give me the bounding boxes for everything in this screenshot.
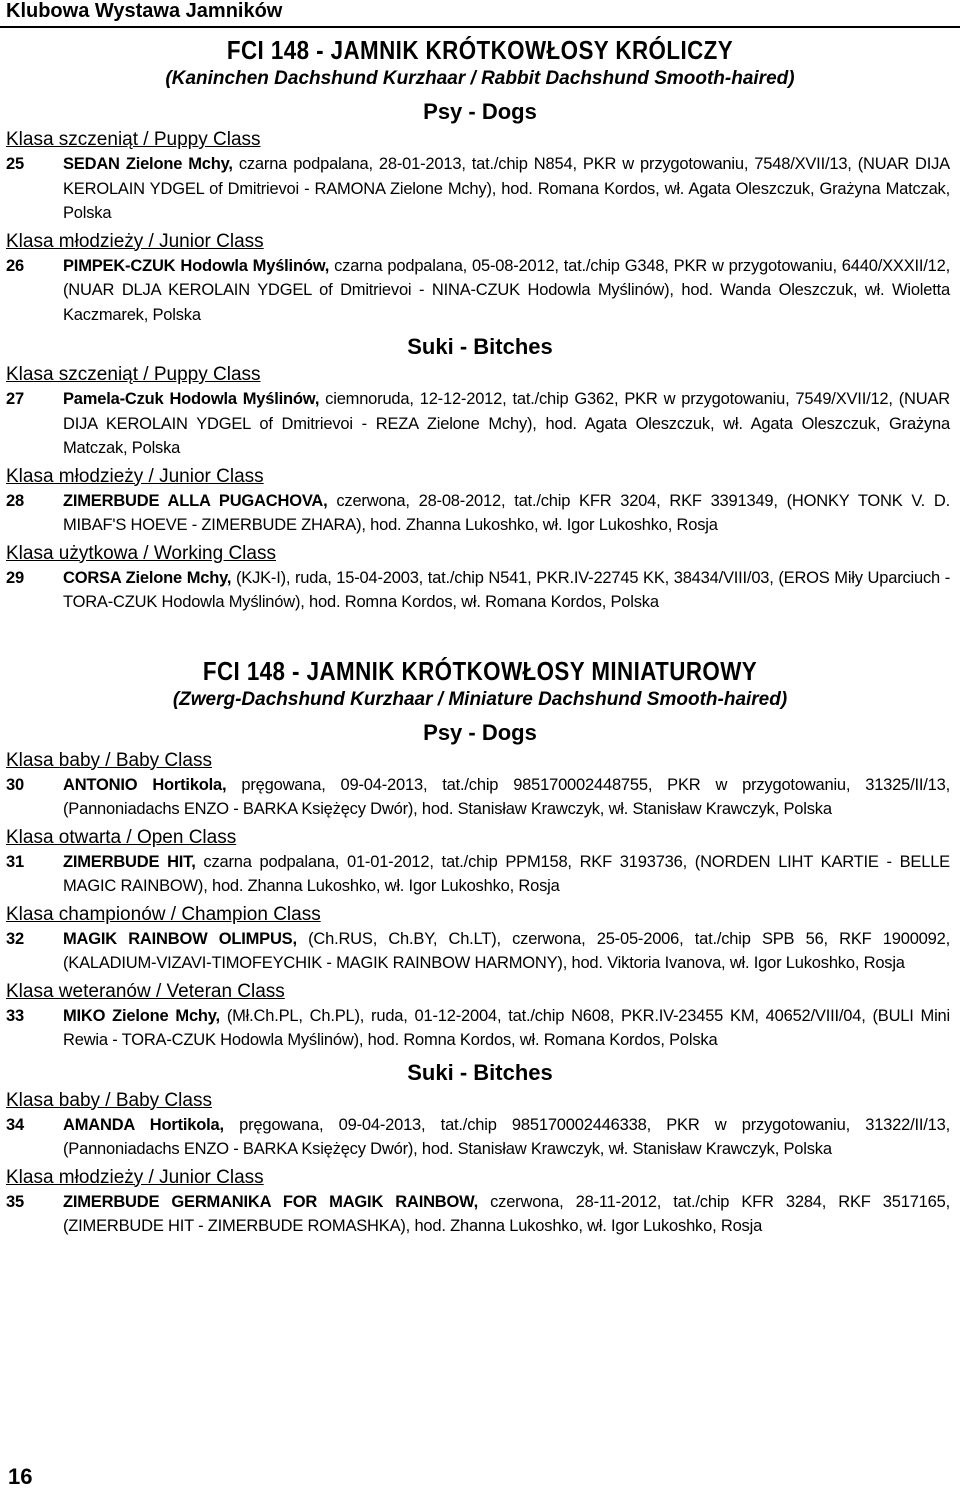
dog-name: PIMPEK-CZUK Hodowla Myślinów, bbox=[63, 256, 330, 275]
class-heading: Klasa młodzieży / Junior Class bbox=[6, 230, 264, 252]
entry-number: 31 bbox=[6, 852, 24, 871]
entry-body bbox=[63, 387, 950, 461]
dog-name: ZIMERBUDE ALLA PUGACHOVA, bbox=[63, 491, 328, 510]
class-heading: Klasa championów / Champion Class bbox=[6, 903, 321, 925]
dog-name: MIKO Zielone Mchy, bbox=[63, 1006, 220, 1025]
page-header bbox=[0, 0, 960, 27]
catalog-title: Klubowa Wystawa Jamników bbox=[6, 0, 283, 22]
catalog-entry bbox=[6, 1190, 950, 1239]
entry-body bbox=[63, 927, 950, 976]
entry-details: (Ch.RUS, Ch.BY, Ch.LT), czerwona, 25-05-2006, tat./chip SPB 56, RKF 1900092, (KALADIUM-VIZAVI-TIMOFEYCHIK - MAGIK RAINBOW HARMONY), hod. Viktoria Ivanova, wł. Igor Lukoshko, Rosja bbox=[63, 929, 950, 972]
entry-body bbox=[63, 773, 950, 822]
sex-heading: Psy - Dogs bbox=[423, 719, 537, 745]
class-heading: Klasa baby / Baby Class bbox=[6, 749, 212, 771]
catalog-entry bbox=[6, 927, 950, 976]
class-heading: Klasa młodzieży / Junior Class bbox=[6, 465, 264, 487]
entry-details: (KJK-I), ruda, 15-04-2003, tat./chip N541, PKR.IV-22745 KK, 38434/VIII/03, (EROS Miły Uparciuch - TORA-CZUK Hodowla Myślinów), hod. Romna Kordos, wł. Romana Kordos, Polska bbox=[63, 568, 950, 611]
breed-subtitle: (Kaninchen Dachshund Kurzhaar / Rabbit Dachshund Smooth-haired) bbox=[165, 68, 795, 89]
class-heading: Klasa weteranów / Veteran Class bbox=[6, 980, 285, 1002]
dog-name: ANTONIO Hortikola, bbox=[63, 775, 227, 794]
dog-name: AMANDA Hortikola, bbox=[63, 1115, 224, 1134]
entry-number: 27 bbox=[6, 390, 24, 408]
catalog-entry bbox=[6, 1113, 950, 1162]
class-heading: Klasa szczeniąt / Puppy Class bbox=[6, 364, 261, 385]
entry-number: 29 bbox=[6, 568, 24, 587]
catalog-entry bbox=[6, 489, 950, 538]
entry-details: czarna podpalana, 01-01-2012, tat./chip PPM158, RKF 3193736, (NORDEN LIHT KARTIE - BELLE MAGIC RAINBOW), hod. Zhanna Lukoshko, wł. Igor Lukoshko, Rosja bbox=[63, 852, 950, 895]
entry-body bbox=[63, 1004, 950, 1053]
entry-body bbox=[63, 489, 950, 538]
catalog-entry bbox=[6, 387, 950, 461]
entry-body bbox=[63, 850, 950, 899]
entry-body bbox=[63, 1190, 950, 1239]
entry-number: 34 bbox=[6, 1115, 24, 1134]
entry-details: czarna podpalana, 05-08-2012, tat./chip G348, PKR w przygotowaniu, 6440/XXXII/12, (NUAR DLJA KEROLAIN YDGEL of Dmitrievoi - NINA-CZUK Hodowla Myślinów), hod. Wanda Oleszczuk, wł. Wioletta Kaczmarek, Polska bbox=[63, 256, 950, 324]
breed-section bbox=[0, 655, 960, 1239]
dog-name: SEDAN Zielone Mchy, bbox=[63, 155, 233, 173]
entry-number: 32 bbox=[6, 929, 24, 948]
sex-heading: Suki - Bitches bbox=[407, 334, 553, 359]
class-heading: Klasa młodzieży / Junior Class bbox=[6, 1166, 264, 1188]
entry-details: czerwona, 28-08-2012, tat./chip KFR 3204, RKF 3391349, (HONKY TONK V. D. MIBAF'S HOEVE - ZIMERBUDE ZHARA), hod. Zhanna Lukoshko, wł. Igor Lukoshko, Rosja bbox=[63, 491, 950, 534]
entry-body bbox=[63, 254, 950, 328]
catalog-entry bbox=[6, 773, 950, 822]
sex-heading: Psy - Dogs bbox=[423, 99, 537, 124]
entry-number: 35 bbox=[6, 1192, 24, 1211]
breed-section bbox=[0, 34, 960, 615]
entry-body bbox=[63, 152, 950, 226]
sex-heading: Suki - Bitches bbox=[407, 1059, 553, 1085]
breed-subtitle: (Zwerg-Dachshund Kurzhaar / Miniature Dachshund Smooth-haired) bbox=[172, 688, 788, 710]
entry-details: ciemnoruda, 12-12-2012, tat./chip G362, PKR w przygotowaniu, 7549/XVII/12, (NUAR DIJA KEROLAIN YDGEL of Dmitrievoi - REZA Zielone Mchy), hod. Agata Oleszczuk, wł. Agata Oleszczuk, Grażyna Matczak, Polska bbox=[63, 390, 951, 457]
section-spacer bbox=[0, 619, 960, 651]
class-heading: Klasa otwarta / Open Class bbox=[6, 826, 237, 848]
catalog-entry bbox=[6, 1004, 950, 1053]
entry-body bbox=[63, 566, 950, 615]
dog-name: ZIMERBUDE GERMANIKA FOR MAGIK RAINBOW, bbox=[63, 1192, 478, 1211]
dog-name: Pamela-Czuk Hodowla Myślinów, bbox=[63, 390, 320, 408]
entry-details: czerwona, 28-11-2012, tat./chip KFR 3284, RKF 3517165, (ZIMERBUDE HIT - ZIMERBUDE ROMASHKA), hod. Zhanna Lukoshko, wł. Igor Lukoshko, Rosja bbox=[63, 1192, 950, 1235]
breed-title: FCI 148 - JAMNIK KRÓTKOWŁOSY MINIATUROWY bbox=[202, 655, 758, 686]
page-number: 16 bbox=[8, 1464, 33, 1489]
entry-number: 33 bbox=[6, 1006, 24, 1025]
catalog-entry bbox=[6, 254, 950, 328]
catalog-entry bbox=[6, 566, 950, 615]
entry-number: 28 bbox=[6, 491, 24, 510]
entry-details: czarna podpalana, 28-01-2013, tat./chip N854, PKR w przygotowaniu, 7548/XVII/13, (NUAR DIJA KEROLAIN YDGEL of Dmitrievoi - RAMONA Zielone Mchy), hod. Romana Kordos, wł. Agata Oleszczuk, Grażyna Matczak, Polska bbox=[63, 155, 950, 222]
entry-number: 25 bbox=[6, 155, 24, 173]
dog-name: MAGIK RAINBOW OLIMPUS, bbox=[63, 929, 297, 948]
catalog-entry bbox=[6, 152, 950, 226]
dog-name: CORSA Zielone Mchy, bbox=[63, 568, 232, 587]
entry-number: 26 bbox=[6, 256, 24, 275]
catalog-content bbox=[0, 30, 960, 1243]
class-heading: Klasa użytkowa / Working Class bbox=[6, 542, 276, 564]
class-heading: Klasa baby / Baby Class bbox=[6, 1089, 212, 1111]
breed-title: FCI 148 - JAMNIK KRÓTKOWŁOSY KRÓLICZY bbox=[226, 35, 734, 65]
catalog-entry bbox=[6, 850, 950, 899]
entry-details: pręgowana, 09-04-2013, tat./chip 985170002446338, PKR w przygotowaniu, 31322/II/13, (Pannoniadachs ENZO - BARKA Księżęcy Dwór), hod. Stanisław Krawczyk, wł. Stanisław Krawczyk, Polska bbox=[63, 1115, 950, 1158]
entry-details: pręgowana, 09-04-2013, tat./chip 985170002448755, PKR w przygotowaniu, 31325/II/13, (Pannoniadachs ENZO - BARKA Księżęcy Dwór), hod. Stanisław Krawczyk, wł. Stanisław Krawczyk, Polska bbox=[63, 775, 950, 818]
entry-number: 30 bbox=[6, 775, 24, 794]
entry-body bbox=[63, 1113, 950, 1162]
entry-details: (Mł.Ch.PL, Ch.PL), ruda, 01-12-2004, tat./chip N608, PKR.IV-23455 KM, 40652/VIII/04, (BULI Mini Rewia - TORA-CZUK Hodowla Myślinów), hod. Romna Kordos, wł. Romana Kordos, Polska bbox=[63, 1006, 950, 1049]
header-divider bbox=[0, 26, 960, 28]
dog-name: ZIMERBUDE HIT, bbox=[63, 852, 196, 871]
class-heading: Klasa szczeniąt / Puppy Class bbox=[6, 129, 261, 150]
